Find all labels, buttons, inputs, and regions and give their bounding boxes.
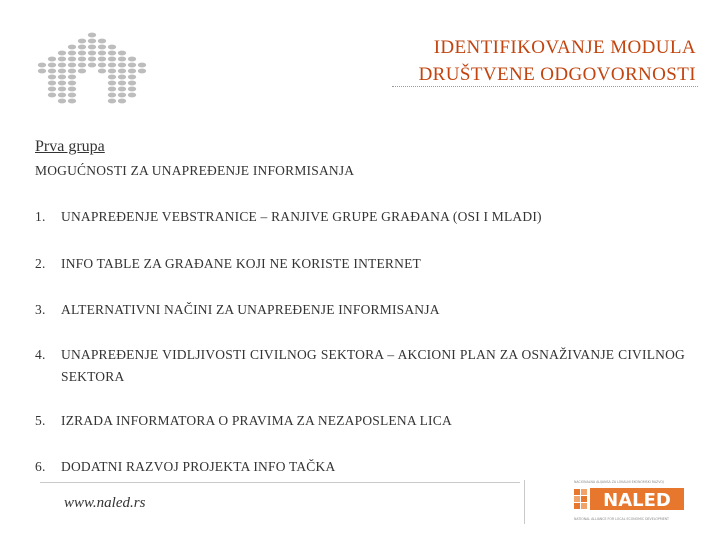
list-item-number: 3. [35, 302, 46, 317]
list-item-number: 1. [35, 209, 46, 224]
slide-title-line-2: DRUŠTVENE ODGOVORNOSTI [418, 64, 696, 85]
list-item-text: INFO TABLE ZA GRAĐANE KOJI NE KORISTE INTERNET [61, 256, 421, 271]
naled-bottom-text: NATIONAL ALLIANCE FOR LOCAL ECONOMIC DEVELOPMENT [574, 517, 669, 521]
group-title: Prva grupa [35, 138, 105, 155]
section-subtitle: MOGUĆNOSTI ZA UNAPREĐENJE INFORMISANJA [35, 163, 355, 178]
list-item-text: ALTERNATIVNI NAČINI ZA UNAPREĐENJE INFORMISANJA [61, 302, 440, 317]
list-item [35, 344, 685, 388]
dotted-house-logo-icon [36, 28, 148, 112]
list-item [35, 206, 685, 228]
footer-vertical-divider [524, 480, 525, 524]
list-item-text: DODATNI RAZVOJ PROJEKTA INFO TAČKA [61, 459, 336, 474]
list-item-number: 2. [35, 256, 46, 271]
naled-emblem-icon [574, 489, 587, 509]
list-item-text: UNAPREĐENJE VIDLJIVOSTI CIVILNOG SEKTORA – AKCIONI PLAN ZA OSNAŽIVANJE CIVILNOG SEKTORA [61, 347, 685, 384]
website-link[interactable]: www.naled.rs [64, 495, 146, 511]
naled-name: NALED [603, 490, 671, 511]
list-item-text: UNAPREĐENJE VEBSTRANICE – RANJIVE GRUPE GRAĐANA (OSI I MLADI) [61, 209, 542, 224]
list-item-number: 4. [35, 347, 46, 362]
slide-title-line-1: IDENTIFIKOVANJE MODULA [433, 37, 696, 58]
list-item [35, 410, 685, 432]
slide-title [336, 34, 696, 88]
list-item-number: 6. [35, 459, 46, 474]
footer-divider [40, 482, 520, 483]
naled-top-text: NACIONALNA ALIJANSA ZA LOKALNI EKONOMSKI RAZVOJ [574, 480, 664, 484]
list-item [35, 299, 685, 321]
list-item [35, 253, 685, 275]
naled-logo-icon [572, 476, 688, 524]
title-divider [392, 86, 698, 87]
list-item-number: 5. [35, 413, 46, 428]
list-item-text: IZRADA INFORMATORA O PRAVIMA ZA NEZAPOSLENA LICA [61, 413, 452, 428]
list-item [35, 456, 685, 478]
